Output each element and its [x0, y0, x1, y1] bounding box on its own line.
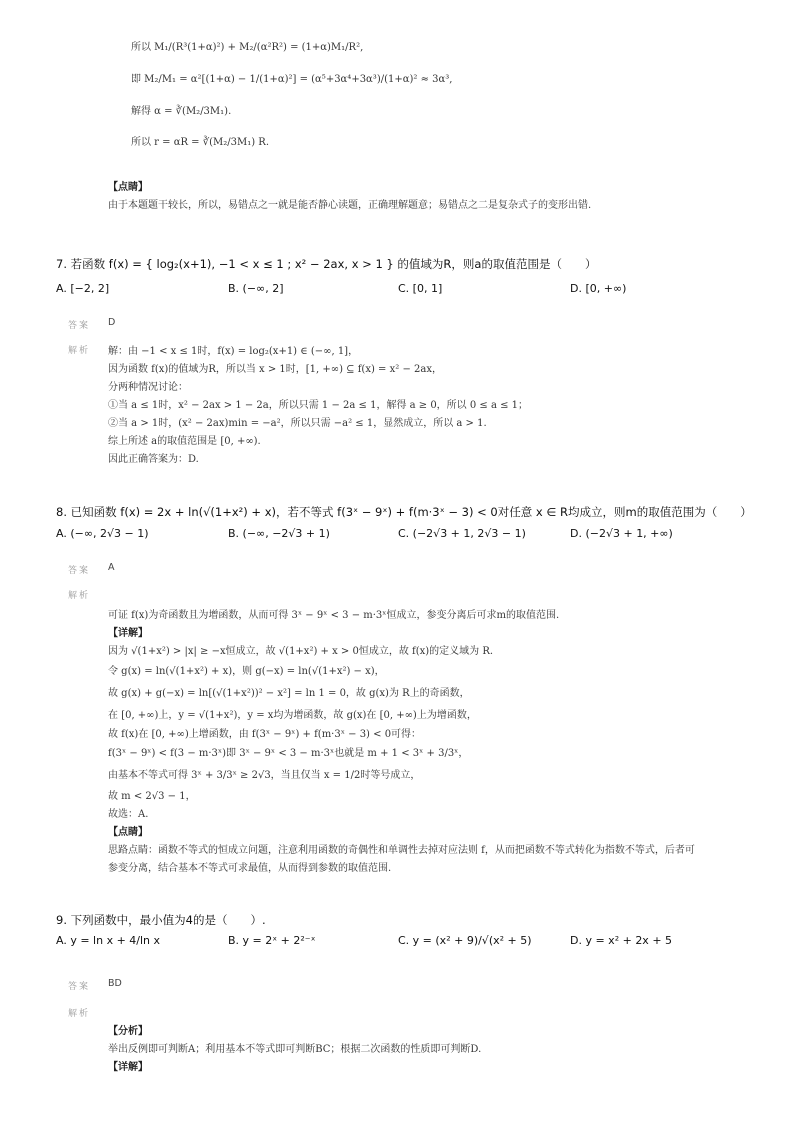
derivation-line-3	[131, 102, 231, 117]
question-7-stem: 7. 若函数 f(x) = { log₂(x+1), −1 < x ≤ 1 ; x² − 2ax, x > 1 } 的值域为R，则a的取值范围是（ ）	[56, 257, 597, 271]
derivation-line-2-text: 即 M₂/M₁ = α²[(1+α) − 1/(1+α)²] = (α⁵+3α⁴+3α³)/(1+α)² ≈ 3α³,	[131, 74, 453, 85]
q7-option-c: C. [0, 1]	[398, 282, 443, 295]
q8-solution-line-5: 故 g(x) + g(−x) = ln[(√(1+x²))² − x²] = ln 1 = 0，故 g(x)为 R上的奇函数，	[108, 688, 470, 699]
q8-solution-line-7: 故 f(x)在 [0, +∞)上增函数，由 f(3ˣ − 9ˣ) + f(m·3ˣ − 3) < 0可得：	[108, 729, 422, 740]
q8-solution-line-11: 故选：A.	[108, 809, 149, 820]
q7-solution-line-1: 解：由 −1 < x ≤ 1时，f(x) = log₂(x+1) ∈ (−∞, 1]，	[108, 346, 359, 357]
q8-solution-line-13: 思路点睛：函数不等式的恒成立问题，注意利用函数的奇偶性和单调性去掉对应法则 f，从而把函数不等式转化为指数不等式，后者可	[108, 845, 695, 856]
q7-answer-value: D	[108, 317, 116, 328]
q8-solution-line-1: 可证 f(x)为奇函数且为增函数，从而可得 3ˣ − 9ˣ < 3 − m·3ˣ恒成立，参变分离后可求m的取值范围.	[108, 610, 560, 621]
derivation-line-2	[131, 70, 452, 85]
q9-option-b: B. y = 2ˣ + 2²⁻ˣ	[228, 934, 316, 947]
q9-option-d: D. y = x² + 2x + 5	[570, 934, 673, 947]
q7-solution-line-4: ①当 a ≤ 1时，x² − 2ax > 1 − 2a，所以只需 1 − 2a ≤ 1，解得 a ≥ 0，所以 0 ≤ a ≤ 1；	[108, 400, 529, 411]
q8-solution-line-3: 因为 √(1+x²) > |x| ≥ −x恒成立，故 √(1+x²) + x > 0恒成立，故 f(x)的定义域为 R.	[108, 646, 494, 657]
q7-solution-line-3: 分两种情况讨论：	[108, 382, 188, 393]
derivation-line-1	[131, 38, 363, 53]
note-text: 由于本题题干较长，所以，易错点之一就是能否静心读题，正确理解题意；易错点之二是复杂式子的变形出错.	[108, 200, 592, 211]
q7-solution-line-7: 因此正确答案为：D.	[108, 454, 199, 465]
question-8-stem: 8. 已知函数 f(x) = 2x + ln(√(1+x²) + x)，若不等式 f(3ˣ − 9ˣ) + f(m·3ˣ − 3) < 0对任意 x ∈ R均成立，则m的取值范围为（ ）	[56, 505, 752, 519]
q9-answer-value: BD	[108, 978, 122, 989]
q8-option-b: B. (−∞, −2√3 + 1)	[228, 527, 330, 540]
q9-solution-line-2: 举出反例即可判断A；利用基本不等式即可判断BC；根据二次函数的性质即可判断D.	[108, 1044, 482, 1055]
q8-solution-line-14: 参变分离，结合基本不等式可求最值，从而得到参数的取值范围.	[108, 863, 392, 874]
q7-analysis-label: 解析	[68, 346, 91, 356]
derivation-line-1-text: 所以 M₁/(R³(1+α)²) + M₂/(α²R²) = (1+α)M₁/R²,	[131, 42, 364, 53]
q8-analysis-label: 解析	[68, 591, 91, 601]
q7-option-d: D. [0, +∞)	[570, 282, 627, 295]
q7-solution-line-2: 因为函数 f(x)的值域为R，所以当 x > 1时，[1, +∞) ⊆ f(x) = x² − 2ax，	[108, 364, 442, 375]
q9-option-a: A. y = ln x + 4/ln x	[56, 934, 161, 947]
q8-solution-line-9: 由基本不等式可得 3ˣ + 3/3ˣ ≥ 2√3，当且仅当 x = 1/2时等号成立，	[108, 770, 421, 781]
q8-solution-line-4: 令 g(x) = ln(√(1+x²) + x)，则 g(−x) = ln(√(1+x²) − x)，	[108, 666, 385, 677]
q7-answer-label: 答案	[68, 321, 91, 331]
q9-analysis-label: 解析	[68, 1009, 91, 1019]
derivation-line-4	[131, 133, 269, 148]
q8-solution-line-12: 【点睛】	[108, 827, 148, 838]
derivation-line-4-text: 所以 r = αR = ∛(M₂/3M₁) R.	[131, 137, 270, 148]
note-heading: 【点睛】	[108, 182, 148, 193]
q8-answer-value: A	[108, 562, 115, 573]
q9-option-c: C. y = (x² + 9)/√(x² + 5)	[398, 934, 532, 947]
q9-answer-label: 答案	[68, 982, 91, 992]
q8-option-c: C. (−2√3 + 1, 2√3 − 1)	[398, 527, 526, 540]
q8-solution-line-6: 在 [0, +∞)上，y = √(1+x²)，y = x均为增函数，故 g(x)在 [0, +∞)上为增函数，	[108, 710, 477, 721]
q7-solution-line-5: ②当 a > 1时，(x² − 2ax)min = −a²，所以只需 −a² ≤ 1，显然成立，所以 a > 1.	[108, 418, 487, 429]
q7-solution-line-6: 综上所述 a的取值范围是 [0, +∞).	[108, 436, 261, 447]
q8-solution-line-2: 【详解】	[108, 628, 148, 639]
q7-option-b: B. (−∞, 2]	[228, 282, 284, 295]
q7-option-a: A. [−2, 2]	[56, 282, 110, 295]
derivation-line-3-text: 解得 α = ∛(M₂/3M₁).	[131, 106, 232, 117]
q8-solution-line-10: 故 m < 2√3 − 1，	[108, 791, 196, 802]
q9-solution-line-1: 【分析】	[108, 1026, 148, 1037]
q8-option-d: D. (−2√3 + 1, +∞)	[570, 527, 673, 540]
q8-answer-label: 答案	[68, 566, 91, 576]
q8-option-a: A. (−∞, 2√3 − 1)	[56, 527, 149, 540]
q9-solution-line-3: 【详解】	[108, 1062, 148, 1073]
question-9-stem: 9. 下列函数中，最小值为4的是（ ）.	[56, 913, 266, 927]
q8-solution-line-8: f(3ˣ − 9ˣ) < f(3 − m·3ˣ)即 3ˣ − 9ˣ < 3 − m·3ˣ也就是 m + 1 < 3ˣ + 3/3ˣ，	[108, 748, 469, 759]
